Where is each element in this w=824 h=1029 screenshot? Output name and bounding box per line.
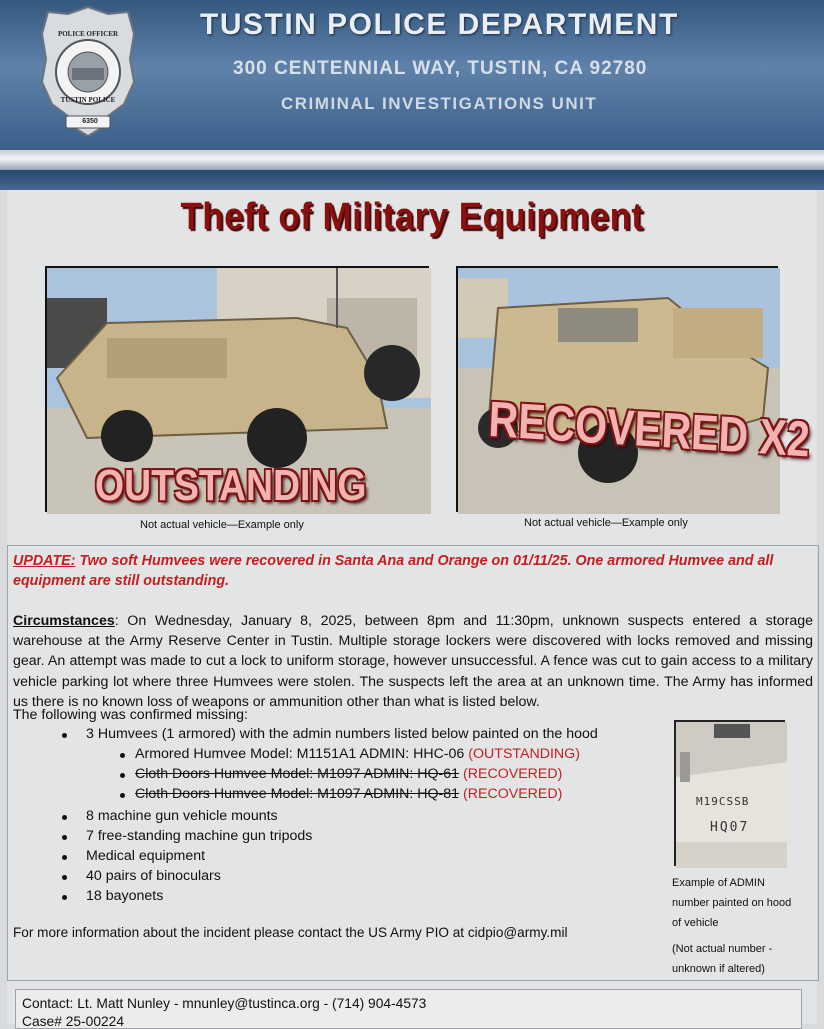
admin-line-2: HQ07 — [710, 820, 750, 835]
bullet-icon — [62, 855, 67, 860]
list-item: 8 machine gun vehicle mounts — [86, 808, 278, 824]
case-number: Case# 25-00224 — [22, 1014, 125, 1029]
circumstances-paragraph — [13, 611, 813, 712]
bullet-icon — [120, 773, 125, 778]
badge-top-text: POLICE OFFICER — [57, 30, 119, 38]
status-recovered: (RECOVERED) — [459, 786, 563, 802]
header-divider-silver — [0, 150, 824, 170]
more-info-text: For more information about the incident please contact the US Army PIO at cidpio@army.mil — [13, 925, 568, 940]
circumstances-label: Circumstances — [13, 613, 115, 629]
confirmed-missing-label: The following was confirmed missing: — [13, 707, 248, 723]
sub-item-hq61-text: Cloth Doors Humvee Model: M1097 ADMIN: HQ-61 — [135, 766, 460, 782]
vehicle-photo-recovered — [456, 266, 811, 512]
bullet-icon — [62, 733, 67, 738]
bullet-icon — [62, 875, 67, 880]
update-text: Two soft Humvees were recovered in Santa Ana and Orange on 01/11/25. One armored Humvee and all equipment are still outstanding. — [13, 553, 774, 589]
bullet-icon — [120, 753, 125, 758]
bullet-icon — [120, 793, 125, 798]
list-item: 7 free-standing machine gun tripods — [86, 828, 313, 844]
recovered-label: RECOVERED X2 — [487, 390, 811, 468]
list-item: 18 bayonets — [86, 888, 164, 904]
department-title: TUSTIN POLICE DEPARTMENT — [200, 8, 679, 41]
contact-box — [15, 989, 802, 1029]
department-address: 300 CENTENNIAL WAY, TUSTIN, CA 92780 — [233, 58, 648, 79]
admin-note: (Not actual number - unknown if altered) — [672, 943, 773, 975]
department-unit: CRIMINAL INVESTIGATIONS UNIT — [281, 94, 598, 113]
status-recovered: (RECOVERED) — [459, 766, 563, 782]
page-title: Theft of Military Equipment — [180, 196, 644, 238]
photo-caption-1: Not actual vehicle—Example only — [140, 519, 304, 531]
admin-number-photo — [674, 720, 785, 866]
admin-line-1: M19CSSB — [696, 795, 750, 808]
header-banner — [0, 0, 824, 150]
list-item: Medical equipment — [86, 848, 206, 864]
sub-item-hq61 — [135, 766, 562, 782]
list-item-humvees: 3 Humvees (1 armored) with the admin numbers listed below painted on the hood — [86, 726, 598, 742]
list-item: 40 pairs of binoculars — [86, 868, 221, 884]
circumstances-text: : On Wednesday, January 8, 2025, between 8pm and 11:30pm, unknown suspects entered a storage warehouse at the Army Reserve Center in Tustin. Multiple storage lockers were discovered with locks removed and missing gear. An attempt was made to cut a lock to uniform storage, however unsuccessful. A fence was cut to gain access to a military vehicle parking lot where three Humvees were stolen. The suspects left the area at an unknown time. The Army has informed us there is no known loss of weapons or ammunition other than what is listed below. — [13, 613, 813, 710]
update-label: UPDATE: — [13, 553, 76, 569]
sub-item-armored — [135, 746, 580, 762]
badge-number: 6350 — [82, 118, 98, 125]
vehicle-photo-outstanding — [45, 266, 429, 512]
contact-line: Contact: Lt. Matt Nunley - mnunley@tustinca.org - (714) 904-4573 — [22, 996, 427, 1011]
photo-caption-2: Not actual vehicle—Example only — [524, 517, 688, 529]
sub-item-hq81-text: Cloth Doors Humvee Model: M1097 ADMIN: HQ-81 — [135, 786, 460, 802]
outstanding-label: OUTSTANDING — [95, 461, 367, 510]
update-notice — [13, 551, 813, 591]
badge-bottom-text: TUSTIN POLICE — [60, 96, 116, 104]
bullet-icon — [62, 815, 67, 820]
header-divider-blue — [0, 170, 824, 190]
admin-caption: Example of ADMIN number painted on hood of vehicle — [672, 877, 792, 929]
sub-item-armored-text: Armored Humvee Model: M1151A1 ADMIN: HHC-06 — [135, 746, 465, 762]
sub-item-hq81 — [135, 786, 562, 802]
bullet-icon — [62, 835, 67, 840]
bullet-icon — [62, 895, 67, 900]
status-outstanding: (OUTSTANDING) — [464, 746, 580, 762]
